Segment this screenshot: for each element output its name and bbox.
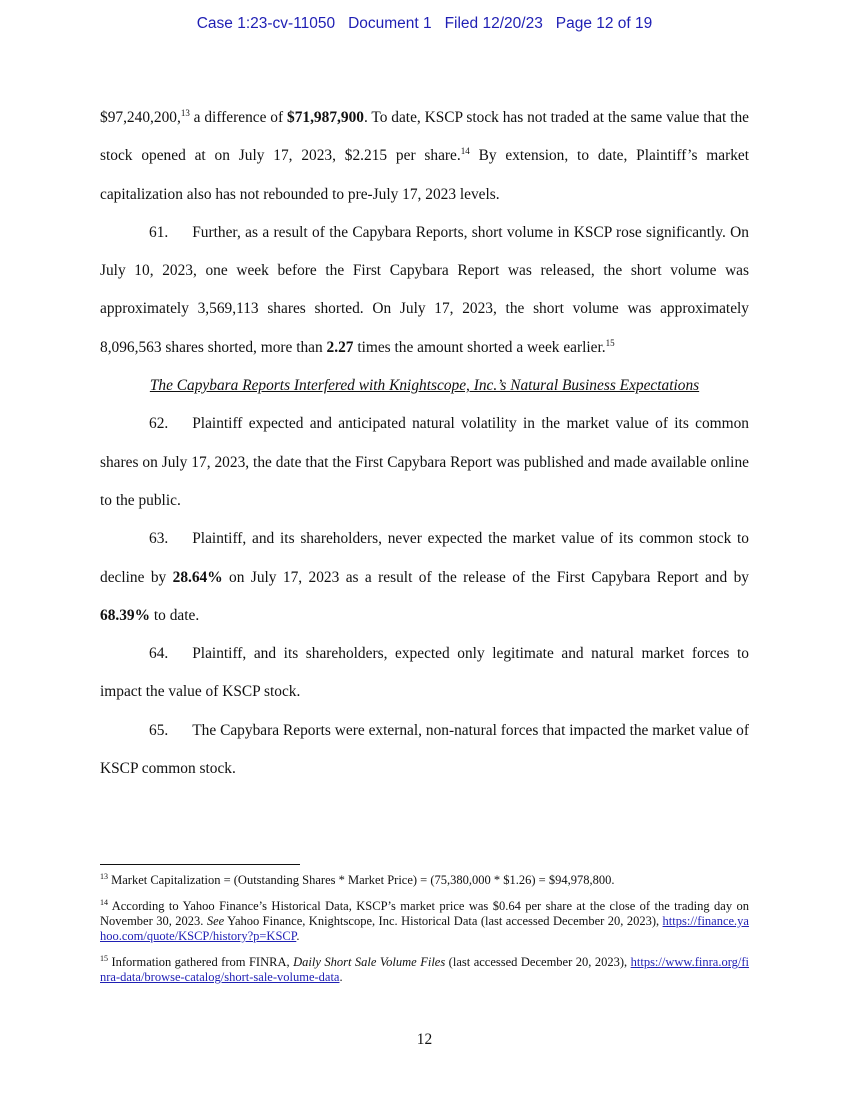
- document-body: [100, 99, 749, 788]
- paragraph-65: 65. The Capybara Reports were external, non-natural forces that impacted the market value of KSCP common stock.: [100, 721, 749, 778]
- footnote-14: $^{14}$ According to Yahoo Finance’s Historical Data, KSCP’s market price was $0.64 per share at the close of the trading day on November 30, 2023. See Yahoo Finance, Knightscope, Inc. Historical Data (last accessed December 20, 2023), https://finance.yahoo.com/quote/KSCP/history?p=KSCP.: [100, 897, 749, 943]
- yahoo-finance-link[interactable]: https://finance.yahoo.com/quote/KSCP/history?p=KSCP: [100, 914, 749, 943]
- paragraph-number: 61.: [149, 223, 169, 241]
- footnote-divider: [100, 864, 300, 865]
- paragraph-number: 64.: [149, 645, 169, 663]
- footnote-ref-15[interactable]: 15: [605, 337, 615, 348]
- footnote-ref-14[interactable]: 14: [460, 146, 470, 157]
- paragraph-number: 62.: [149, 415, 169, 433]
- page-indicator: Page 12 of 19: [555, 15, 653, 32]
- footnotes: [100, 873, 749, 996]
- case-number: Case 1:23-cv-11050: [196, 15, 336, 32]
- paragraph-continued: $97,240,200,13 a difference of $71,987,900. To date, KSCP stock has not traded at the same value that the stock opened at on July 17, 2023, $2.215 per share.$^{14}$ By extension, to date, Plaintiff’s market capitalization also has not rebounded to pre-July 17, 2023 levels.: [100, 107, 749, 203]
- paragraph-62: 62. Plaintiff expected and anticipated natural volatility in the market value of its common shares on July 17, 2023, the date that the First Capybara Report was published and made available online to the public.: [100, 415, 749, 509]
- section-heading: The Capybara Reports Interfered with Knightscope, Inc.’s Natural Business Expectations: [149, 377, 700, 395]
- paragraph-61: 61. Further, as a result of the Capybara Reports, short volume in KSCP rose significantly. On July 10, 2023, one week before the First Capybara Report was released, the short volume was approximately 3,569,113 shares shorted. On July 17, 2023, the short volume was approximately 8,096,563 shares shorted, more than 2.27 times the amount shorted a week earlier.$^{15}$: [100, 223, 749, 356]
- paragraph-63: 63. Plaintiff, and its shareholders, never expected the market value of its common stock to decline by 28.64% on July 17, 2023 as a result of the release of the First Capybara Report and by 68.39% to date.: [100, 530, 749, 624]
- paragraph-number: 65.: [149, 721, 169, 739]
- case-header: [0, 15, 849, 33]
- paragraph-number: 63.: [149, 530, 169, 548]
- finra-link[interactable]: https://www.finra.org/finra-data/browse-catalog/short-sale-volume-data: [100, 955, 750, 984]
- document-number: Document 1: [348, 15, 432, 32]
- page-number: 12: [416, 1031, 433, 1048]
- footnote-13: $^{13}$ Market Capitalization = (Outstanding Shares * Market Price) = (75,380,000 * $1.26) = $94,978,800.: [100, 871, 615, 887]
- paragraph-64: 64. Plaintiff, and its shareholders, expected only legitimate and natural market forces to impact the value of KSCP stock.: [100, 645, 749, 701]
- filed-date: Filed 12/20/23: [444, 15, 543, 32]
- footnote-15: $^{15}$ Information gathered from FINRA, Daily Short Sale Volume Files (last accessed December 20, 2023), https://www.finra.org/finra-data/browse-catalog/short-sale-volume-data.: [100, 953, 750, 984]
- footnote-ref-13[interactable]: 13: [180, 107, 190, 118]
